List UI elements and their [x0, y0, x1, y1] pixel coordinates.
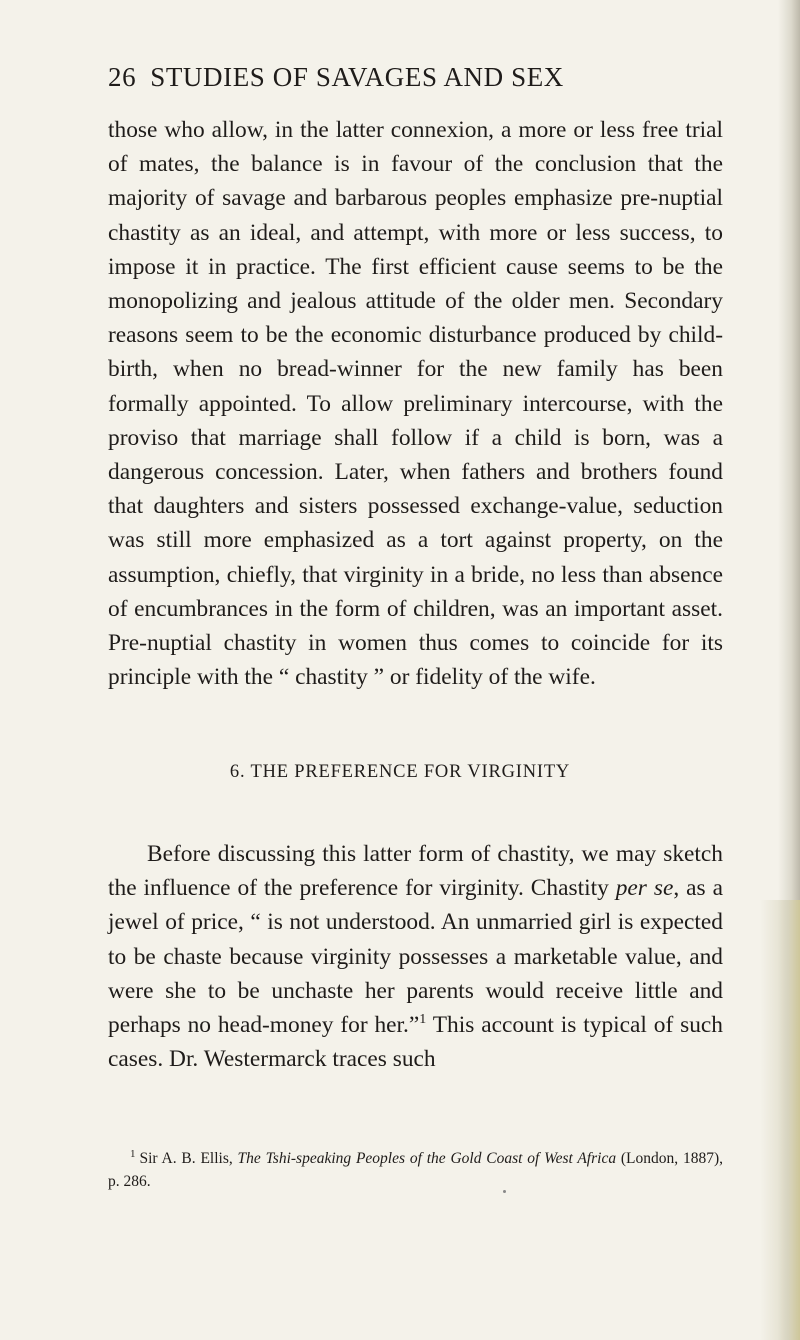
paragraph-1: those who allow, in the latter connexion, a more or less free trial of mates, the balance is in favour of the conclusion that the majority of savage and barbarous peoples emphasize pre-nuptial chastity as an ideal, and attempt, with more or less success, to impose it in practice. The first efficient cause seems to be the monopolizing and jealous attitude of the older men. Secondary reasons seem to be the economic disturbance produced by child-birth, when no bread-winner for the new family has been formally appointed. To allow preliminary intercourse, with the proviso that marriage shall follow if a child is born, was a dangerous concession. Later, when fathers and brothers found that daughters and sisters possessed exchange-value, seduction was still more emphasized as a tort against property, on the assumption, chiefly, that virginity in a bride, no less than absence of encumbrances in the form of children, was an important asset. Pre-nuptial chastity in women thus comes to coincide for its principle with the “ chastity ” or fidelity of the wife. [108, 117, 723, 691]
section-heading: 6. THE PREFERENCE FOR VIRGINITY [229, 762, 571, 782]
footnote [108, 1147, 723, 1193]
paragraph-2-part-c: This account is typical of such cases. Dr. Westermarck traces such [108, 1012, 723, 1073]
page-edge-stain [760, 900, 800, 1340]
footnote-title: The Tshi-speaking Peoples of the Gold Coast of West Africa [237, 1150, 617, 1167]
paragraph-2-part-b: , as a jewel of price, “ is not understood. An unmarried girl is expected to be chaste because virginity possesses a marketable value, and were she to be unchaste her parents would receive little and perhaps no head-money for her.” [108, 875, 723, 1039]
print-speck [503, 1190, 506, 1193]
paragraph-2-part-a: Before discussing this latter form of chastity, we may sketch the influence of the preference for virginity. Chastity [108, 841, 723, 902]
running-header [108, 62, 708, 93]
paragraph-2-italic: per se [615, 875, 674, 902]
body-text-block-2 [108, 837, 723, 1076]
running-head-title: STUDIES OF SAVAGES AND SEX [150, 62, 564, 92]
footnote-marker: 1 [130, 1147, 136, 1160]
page-number: 26 [108, 62, 137, 92]
body-text-block-1 [108, 113, 723, 694]
footnote-author: Sir A. B. Ellis, [139, 1150, 238, 1167]
footnote-citation: (London, 1887), p. 286. [108, 1150, 723, 1190]
paragraph-2 [108, 837, 723, 1076]
footnote-reference[interactable]: 1 [419, 1012, 427, 1028]
